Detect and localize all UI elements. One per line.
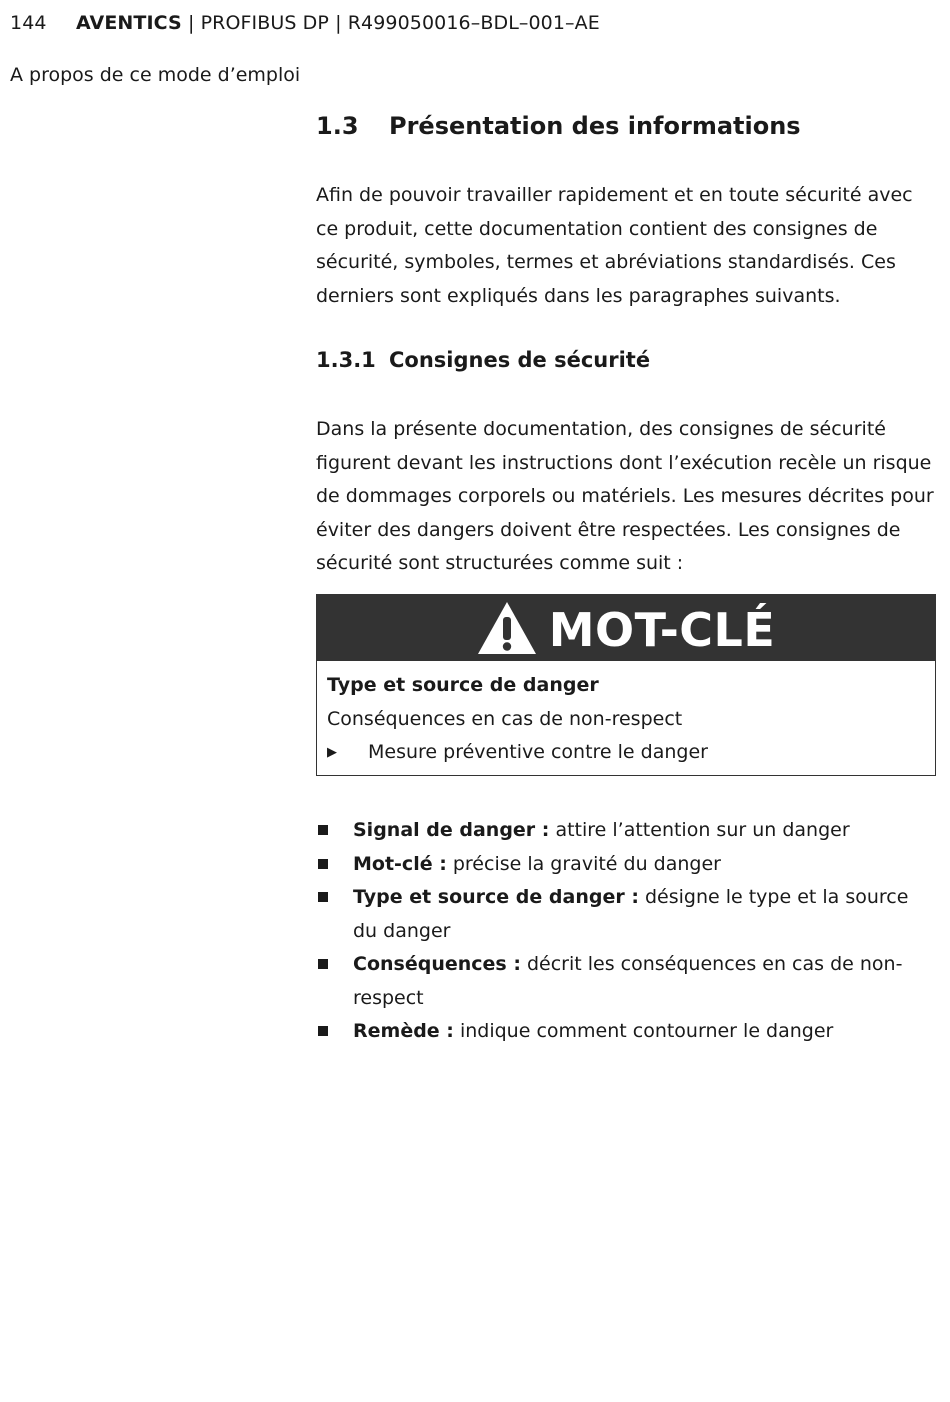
list-item (316, 948, 936, 1015)
list-item (316, 814, 936, 848)
preventive-measure-text: Mesure préventive contre le danger (368, 741, 708, 763)
page-number: 144 (10, 12, 47, 34)
document-reference: | PROFIBUS DP | R499050016–BDL–001–AE (181, 12, 600, 34)
list-item-text: précise la gravité du danger (446, 852, 721, 875)
heading-1-3-number: 1.3 (316, 112, 359, 140)
triangle-bullet-icon: ▶ (327, 745, 337, 760)
page-header (10, 12, 600, 34)
list-item (316, 848, 936, 882)
section-label: A propos de ce mode d’emploi (10, 64, 301, 86)
danger-type: Type et source de danger (327, 674, 599, 696)
list-item-text: attire l’attention sur un danger (549, 819, 850, 841)
warning-triangle-icon (477, 601, 537, 655)
paragraph-presentation: Afin de pouvoir travailler rapidement et en toute sécurité avec ce produit, cette documentation contient des consignes de sécurité, symboles, termes et abréviations standardisés. Ces derniers sont expliqués dans les paragraphes suivants. (316, 184, 913, 307)
brand-name: AVENTICS (76, 12, 182, 34)
square-bullet-icon (318, 825, 328, 835)
consequences: Conséquences en cas de non-respect (327, 707, 683, 730)
heading-1-3 (316, 112, 801, 140)
square-bullet-icon (318, 1026, 328, 1036)
list-item-term: Conséquences : (353, 953, 521, 975)
preventive-measure (327, 736, 925, 770)
definition-list (316, 814, 936, 1049)
paragraph-safety: Dans la présente documentation, des consignes de sécurité figurent devant les instructions dont l’exécution recèle un risque de dommages corporels ou matériels. Les mesures décrites pour éviter des dangers doivent être respectées. Les consignes de sécurité sont structurées comme suit : (316, 418, 934, 574)
square-bullet-icon (318, 859, 328, 869)
list-item-text: indique comment contourner le danger (453, 1020, 834, 1042)
heading-1-3-1 (316, 348, 650, 372)
list-item-text: désigne le type et la source du danger (353, 886, 909, 942)
list-item-term: Signal de danger : (353, 819, 550, 841)
square-bullet-icon (318, 959, 328, 969)
list-item-term: Remède : (353, 1020, 454, 1042)
warning-box (316, 594, 936, 776)
warning-body (317, 661, 935, 770)
list-item (316, 881, 936, 948)
list-item (316, 1015, 936, 1049)
warning-band (317, 595, 935, 661)
signal-word: MOT-CLÉ (548, 603, 776, 657)
list-item-text: décrit les conséquences en cas de non-respect (353, 953, 903, 1009)
heading-1-3-1-title: Consignes de sécurité (389, 348, 651, 372)
list-item-term: Type et source de danger : (353, 886, 639, 908)
list-item-term: Mot-clé : (353, 852, 447, 875)
square-bullet-icon (318, 892, 328, 902)
heading-1-3-1-number: 1.3.1 (316, 348, 376, 372)
heading-1-3-title: Présentation des informations (389, 112, 801, 140)
